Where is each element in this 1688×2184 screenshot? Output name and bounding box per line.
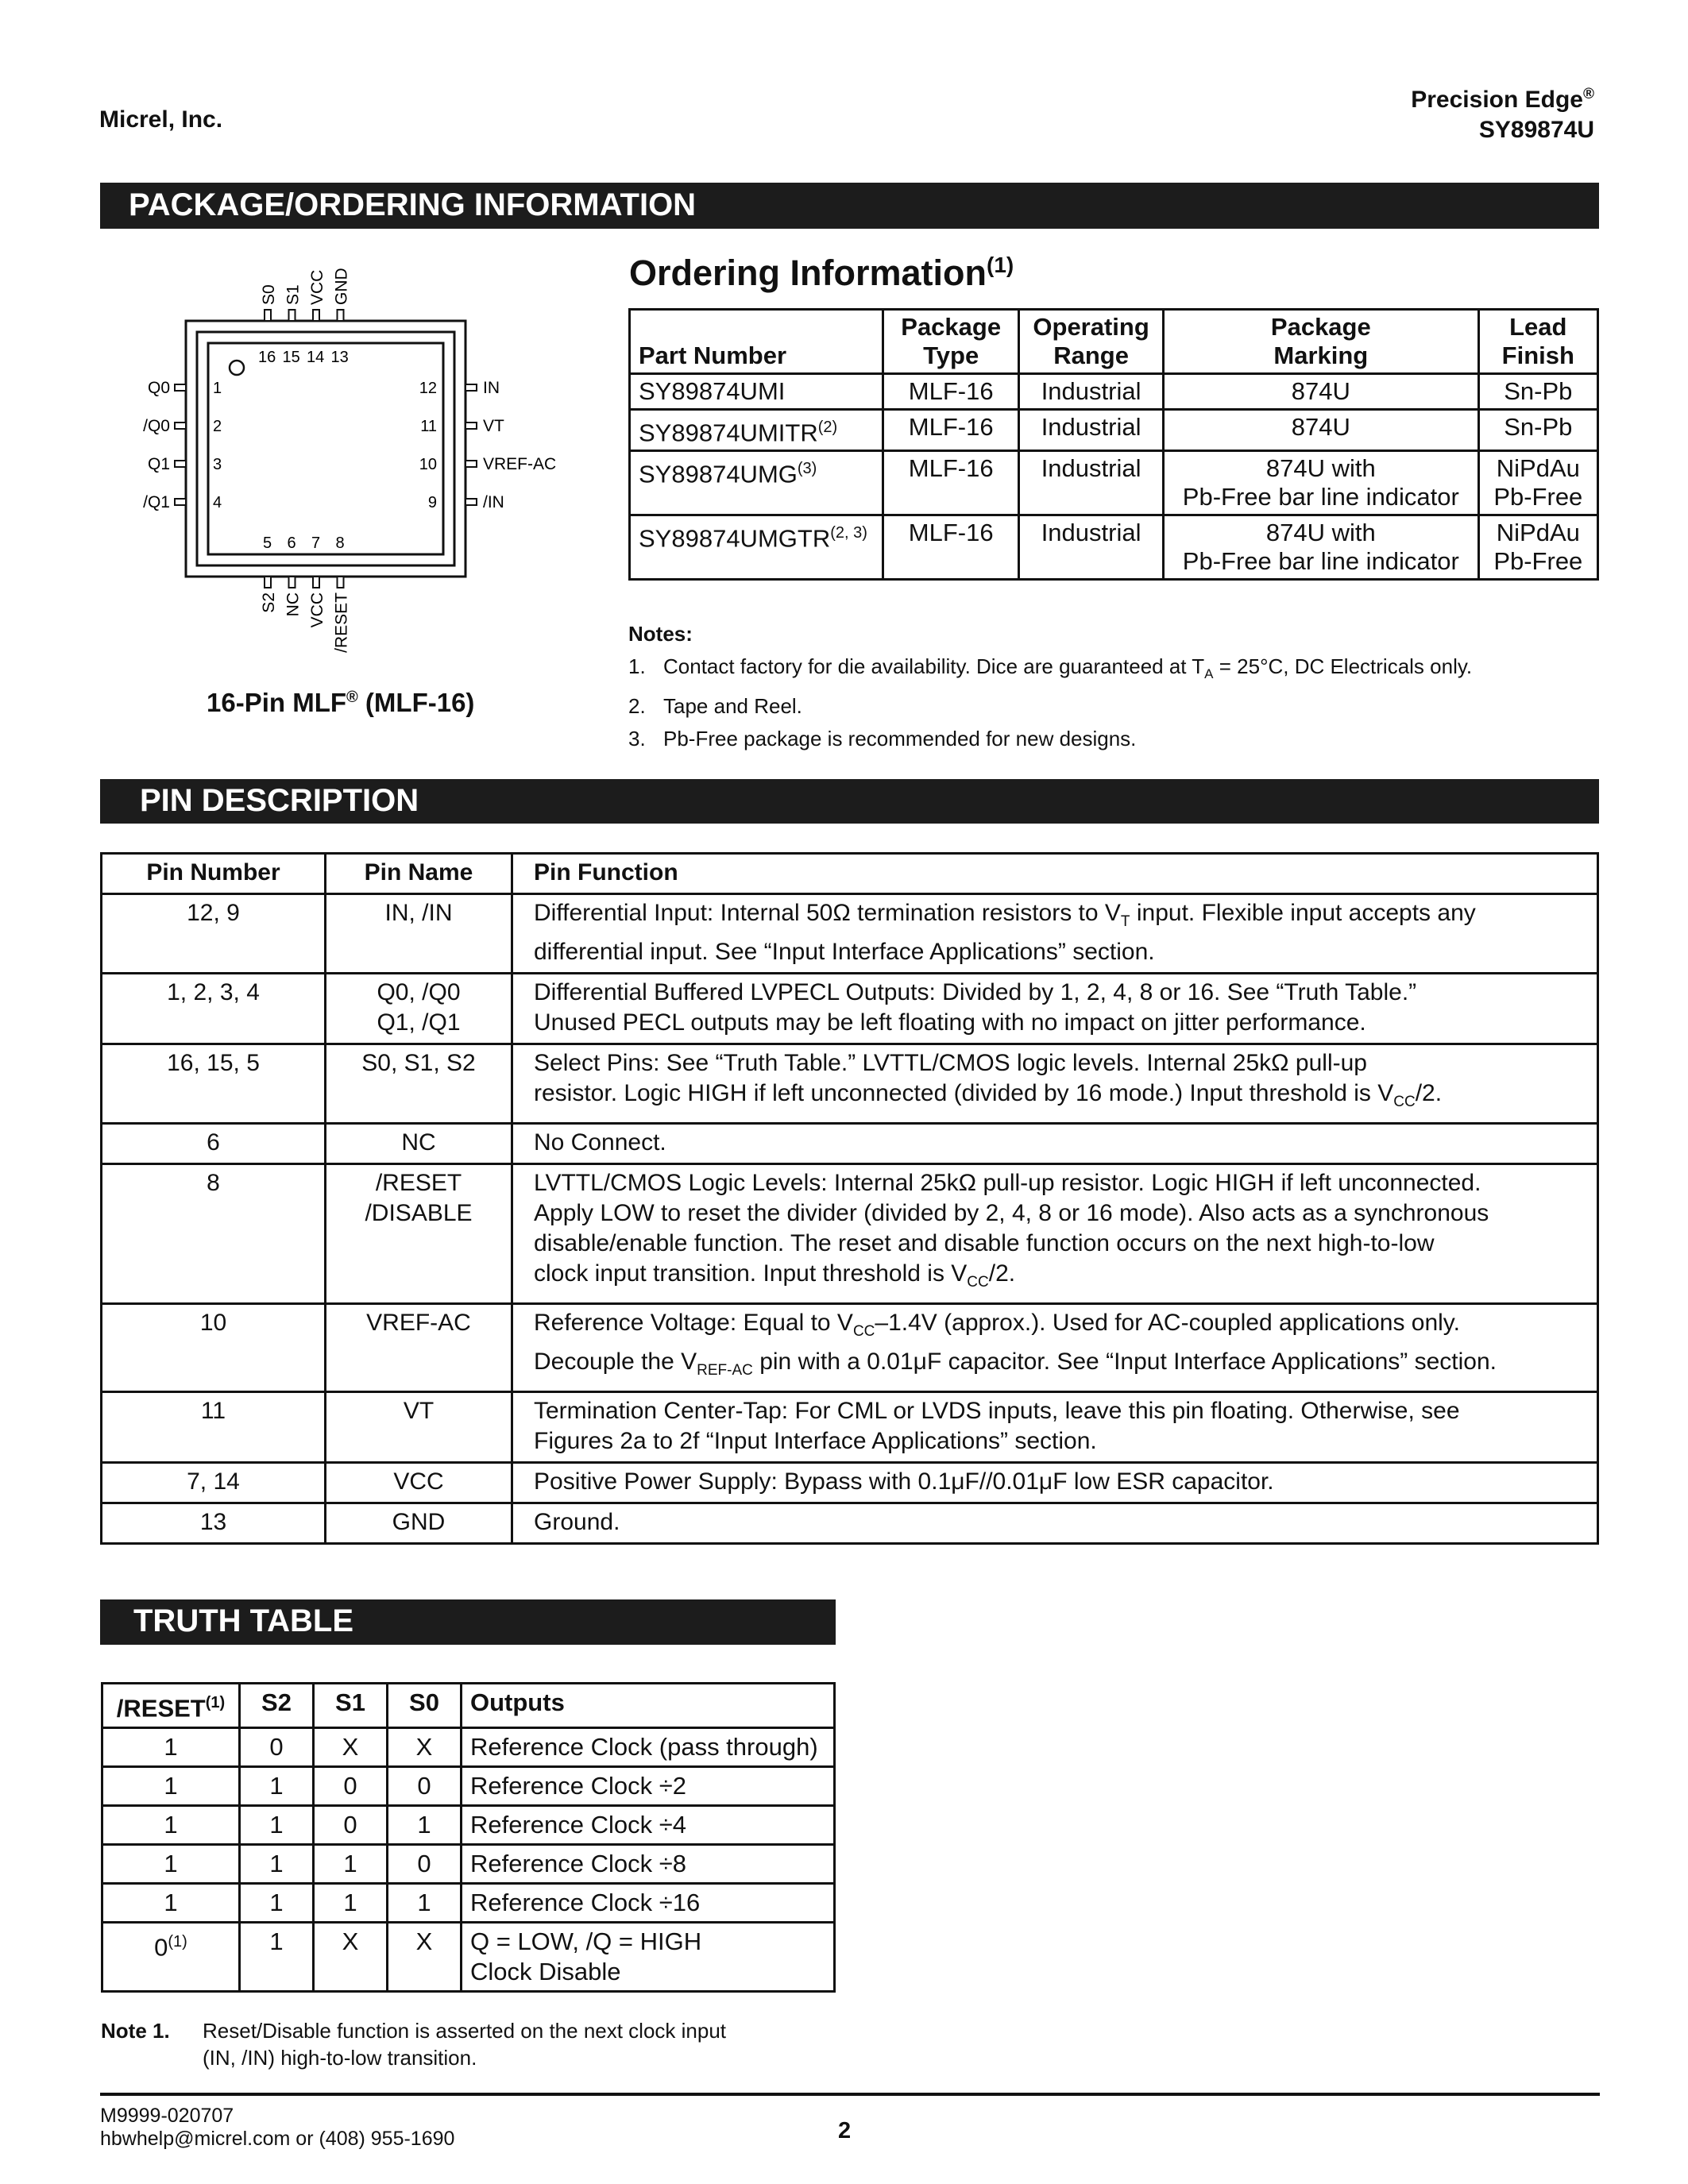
pin-name: IN, /IN bbox=[326, 894, 512, 974]
section-bar-truth: TRUTH TABLE bbox=[100, 1599, 836, 1645]
pin-name-8: /RESET bbox=[332, 592, 351, 653]
pin-name-5: S2 bbox=[260, 592, 278, 613]
pin-number: 8 bbox=[102, 1164, 326, 1304]
ordering-row bbox=[630, 374, 1598, 410]
pin-row bbox=[102, 894, 1598, 974]
operating-range: Industrial bbox=[1019, 410, 1164, 451]
pin-function: Differential Input: Internal 50Ω termination resistors to $V_T$ input. Flexible input accepts any differential input. See “Input Interface Applications” section. bbox=[512, 894, 1598, 974]
pin-lead-1 bbox=[175, 384, 186, 391]
part-number: SY89874UMI bbox=[630, 374, 883, 410]
part-number: SY89874UMGTR$^{(2, 3)}$ bbox=[630, 515, 883, 580]
footer-left bbox=[100, 2105, 454, 2151]
reg-mark: ® bbox=[1583, 86, 1594, 102]
package-type: MLF-16 bbox=[883, 410, 1019, 451]
pin-number: 10 bbox=[102, 1304, 326, 1392]
section-bar-pins: PIN DESCRIPTION bbox=[100, 779, 1599, 824]
ordering-table bbox=[628, 308, 1599, 581]
col-reset: /RESET$^{(1)}$ bbox=[102, 1684, 240, 1728]
s2-value: 1 bbox=[240, 1884, 314, 1923]
s2-value: 1 bbox=[240, 1923, 314, 1992]
pin-name-16: S0 bbox=[260, 284, 278, 305]
pin-num-4: 4 bbox=[213, 494, 222, 511]
pin-lead-13 bbox=[338, 310, 344, 321]
pin-function: Differential Buffered LVPECL Outputs: Divided by 1, 2, 4, 8 or 16. See “Truth Table.” Unused PECL outputs may be left floating with no impact on jitter performance. bbox=[512, 974, 1598, 1044]
s0-value: 1 bbox=[388, 1884, 462, 1923]
package-type: MLF-16 bbox=[883, 451, 1019, 515]
pin-num-13: 13 bbox=[330, 349, 349, 366]
ordering-row bbox=[630, 410, 1598, 451]
s2-value: 1 bbox=[240, 1845, 314, 1884]
pin-function: Termination Center-Tap: For CML or LVDS inputs, leave this pin floating. Otherwise, see Figures 2a to 2f “Input Interface Applications” section. bbox=[512, 1392, 1598, 1463]
footer-rule bbox=[100, 2093, 1600, 2096]
col-s1: S1 bbox=[314, 1684, 388, 1728]
output-value: Reference Clock ÷8 bbox=[462, 1845, 835, 1884]
pin1-indicator bbox=[230, 361, 244, 375]
pin-number: 6 bbox=[102, 1124, 326, 1164]
pin-name-4: /Q1 bbox=[143, 493, 170, 511]
pin-number: 7, 14 bbox=[102, 1463, 326, 1503]
pin-name: S0, S1, S2 bbox=[326, 1044, 512, 1124]
pin-row bbox=[102, 1463, 1598, 1503]
ordering-title bbox=[629, 253, 1014, 294]
pin-num-1: 1 bbox=[213, 380, 222, 397]
note-line-1: Reset/Disable function is asserted on the next clock input bbox=[203, 2019, 727, 2043]
ordering-notes bbox=[628, 618, 1472, 755]
pin-name-12: IN bbox=[483, 379, 500, 397]
pin-lead-6 bbox=[289, 577, 295, 588]
pin-name-3: Q1 bbox=[147, 455, 170, 473]
company-name: Micrel, Inc. bbox=[99, 106, 223, 133]
package-label-suffix: (MLF-16) bbox=[357, 688, 475, 717]
col-lead-finish: Lead Finish bbox=[1478, 310, 1597, 374]
pin-name: VCC bbox=[326, 1463, 512, 1503]
pin-description-table bbox=[100, 852, 1599, 1545]
note-item: 3. Pb-Free package is recommended for new designs. bbox=[628, 727, 1137, 751]
lead-finish: Sn-Pb bbox=[1478, 374, 1597, 410]
package-marking: 874U bbox=[1164, 410, 1479, 451]
package-marking: 874U with Pb-Free bar line indicator bbox=[1164, 451, 1479, 515]
truth-row bbox=[102, 1806, 835, 1845]
output-value: Reference Clock ÷2 bbox=[462, 1767, 835, 1806]
col-outputs: Outputs bbox=[462, 1684, 835, 1728]
ordering-title-sup: (1) bbox=[987, 253, 1014, 277]
output-value: Q = LOW, /Q = HIGH Clock Disable bbox=[462, 1923, 835, 1992]
pin-row bbox=[102, 1124, 1598, 1164]
package-marking: 874U with Pb-Free bar line indicator bbox=[1164, 515, 1479, 580]
truth-row bbox=[102, 1884, 835, 1923]
pin-name-10: VREF-AC bbox=[483, 455, 557, 473]
truth-row bbox=[102, 1728, 835, 1767]
s2-value: 0 bbox=[240, 1728, 314, 1767]
package-label-text: 16-Pin MLF bbox=[207, 688, 347, 717]
pin-lead-4 bbox=[175, 499, 186, 505]
col-part-number: Part Number bbox=[630, 310, 883, 374]
pin-lead-14 bbox=[313, 310, 319, 321]
reset-value: 1 bbox=[102, 1728, 240, 1767]
pin-row bbox=[102, 1304, 1598, 1392]
pin-name: VT bbox=[326, 1392, 512, 1463]
pin-lead-8 bbox=[338, 577, 344, 588]
part-number: SY89874UMG$^{(3)}$ bbox=[630, 451, 883, 515]
package-label-reg: ® bbox=[346, 689, 358, 706]
ordering-title-text: Ordering Information bbox=[629, 253, 987, 293]
pin-name-14: VCC bbox=[308, 269, 326, 305]
package-inner bbox=[197, 332, 454, 565]
section-bar-package: PACKAGE/ORDERING INFORMATION bbox=[100, 183, 1599, 229]
output-value: Reference Clock ÷16 bbox=[462, 1884, 835, 1923]
lead-finish: NiPdAu Pb-Free bbox=[1478, 451, 1597, 515]
note-item: 2. Tape and Reel. bbox=[628, 694, 802, 719]
reset-value: 1 bbox=[102, 1767, 240, 1806]
reset-value: 1 bbox=[102, 1806, 240, 1845]
product-line: Precision Edge bbox=[1411, 87, 1583, 113]
pin-num-3: 3 bbox=[213, 456, 222, 473]
page-number: 2 bbox=[838, 2118, 852, 2143]
pin-number: 1, 2, 3, 4 bbox=[102, 974, 326, 1044]
pin-num-12: 12 bbox=[419, 380, 437, 397]
pin-lead-2 bbox=[175, 423, 186, 429]
s0-value: X bbox=[388, 1923, 462, 1992]
truth-row bbox=[102, 1845, 835, 1884]
col-s2: S2 bbox=[240, 1684, 314, 1728]
pin-num-6: 6 bbox=[287, 534, 296, 552]
ordering-row bbox=[630, 451, 1598, 515]
operating-range: Industrial bbox=[1019, 374, 1164, 410]
pin-lead-10 bbox=[465, 461, 477, 467]
pin-num-14: 14 bbox=[307, 349, 325, 366]
pin-num-9: 9 bbox=[427, 494, 437, 511]
output-value: Reference Clock ÷4 bbox=[462, 1806, 835, 1845]
pin-num-5: 5 bbox=[263, 534, 272, 552]
pin-name-13: GND bbox=[332, 268, 351, 305]
truth-table-note bbox=[101, 2017, 726, 2071]
s1-value: X bbox=[314, 1728, 388, 1767]
s1-value: 0 bbox=[314, 1767, 388, 1806]
note-line-2: (IN, /IN) high-to-low transition. bbox=[203, 2046, 477, 2070]
mlf16-pinout-diagram bbox=[119, 254, 564, 667]
package-type: MLF-16 bbox=[883, 374, 1019, 410]
pin-lead-9 bbox=[465, 499, 477, 505]
pin-number: 16, 15, 5 bbox=[102, 1044, 326, 1124]
pin-row bbox=[102, 974, 1598, 1044]
pin-num-2: 2 bbox=[213, 418, 222, 435]
pin-num-10: 10 bbox=[419, 456, 437, 473]
s0-value: 0 bbox=[388, 1845, 462, 1884]
col-pin-name: Pin Name bbox=[326, 854, 512, 894]
pin-name-1: Q0 bbox=[147, 379, 170, 397]
pin-function: Ground. bbox=[512, 1503, 1598, 1544]
pin-name-2: /Q0 bbox=[143, 417, 170, 435]
pin-name: GND bbox=[326, 1503, 512, 1544]
pin-num-16: 16 bbox=[258, 349, 276, 366]
pin-row bbox=[102, 1164, 1598, 1304]
pin-name-7: VCC bbox=[308, 592, 326, 628]
s1-value: X bbox=[314, 1923, 388, 1992]
col-s0: S0 bbox=[388, 1684, 462, 1728]
pin-name-9: /IN bbox=[483, 493, 504, 511]
pin-row bbox=[102, 1503, 1598, 1544]
pin-lead-3 bbox=[175, 461, 186, 467]
col-package-type: Package Type bbox=[883, 310, 1019, 374]
package-type: MLF-16 bbox=[883, 515, 1019, 580]
truth-row bbox=[102, 1923, 835, 1992]
ordering-row bbox=[630, 515, 1598, 580]
pin-row bbox=[102, 1044, 1598, 1124]
pin-name-11: VT bbox=[483, 417, 504, 435]
pin-lead-16 bbox=[265, 310, 271, 321]
lead-finish: NiPdAu Pb-Free bbox=[1478, 515, 1597, 580]
pin-num-7: 7 bbox=[311, 534, 321, 552]
truth-row bbox=[102, 1767, 835, 1806]
s0-value: X bbox=[388, 1728, 462, 1767]
pin-name-6: NC bbox=[284, 592, 303, 617]
reset-value: 1 bbox=[102, 1845, 240, 1884]
s2-value: 1 bbox=[240, 1806, 314, 1845]
reset-value: 0$^{(1)}$ bbox=[102, 1923, 240, 1992]
pin-name: VREF-AC bbox=[326, 1304, 512, 1392]
s0-value: 0 bbox=[388, 1767, 462, 1806]
doc-number: M9999-020707 bbox=[100, 2105, 234, 2127]
pin-num-15: 15 bbox=[282, 349, 300, 366]
s2-value: 1 bbox=[240, 1767, 314, 1806]
pin-function: Select Pins: See “Truth Table.” LVTTL/CMOS logic levels. Internal 25kΩ pull-up resistor. Logic HIGH if left unconnected (divided by 16 mode.) Input threshold is $V_{CC}/2$. bbox=[512, 1044, 1598, 1124]
s1-value: 1 bbox=[314, 1884, 388, 1923]
pin-name: /RESET /DISABLE bbox=[326, 1164, 512, 1304]
col-pin-function: Pin Function bbox=[512, 854, 1598, 894]
note-label: Note 1. bbox=[101, 2019, 170, 2043]
pin-num-8: 8 bbox=[335, 534, 345, 552]
part-number: SY89874UMITR$^{(2)}$ bbox=[630, 410, 883, 451]
pin-lead-12 bbox=[465, 384, 477, 391]
package-label bbox=[207, 688, 474, 718]
pin-function: LVTTL/CMOS Logic Levels: Internal 25kΩ pull-up resistor. Logic HIGH if left unconnected. Apply LOW to reset the divider (divided by 2, 4, 8 or 16 mode). Also acts as a synchronous disable/enable function. The reset and disable function occurs on the next high-to-low clock input transition. Input threshold is $V_{CC}/2$. bbox=[512, 1164, 1598, 1304]
package-outline bbox=[186, 321, 465, 577]
s1-value: 1 bbox=[314, 1845, 388, 1884]
pin-row bbox=[102, 1392, 1598, 1463]
pin-number: 12, 9 bbox=[102, 894, 326, 974]
pin-number: 13 bbox=[102, 1503, 326, 1544]
note-item: 1. Contact factory for die availability. Dice are guaranteed at $T_A = 25^\circ C$, DC Electricals only. bbox=[628, 654, 1473, 682]
pin-name-15: S1 bbox=[284, 284, 303, 305]
package-marking: 874U bbox=[1164, 374, 1479, 410]
pin-lead-5 bbox=[265, 577, 271, 588]
pin-function: Reference Voltage: Equal to $V_{CC}-1.4V$ (approx.). Used for AC-coupled applications only. Decouple the $V_{REF-AC}$ pin with a 0.01μF capacitor. See “Input Interface Applications” section. bbox=[512, 1304, 1598, 1392]
pin-number: 11 bbox=[102, 1392, 326, 1463]
s1-value: 0 bbox=[314, 1806, 388, 1845]
pin-lead-7 bbox=[313, 577, 319, 588]
pin-num-11: 11 bbox=[420, 418, 437, 435]
pin-name: NC bbox=[326, 1124, 512, 1164]
truth-table bbox=[101, 1682, 836, 1993]
pin-function: Positive Power Supply: Bypass with 0.1μF//0.01μF low ESR capacitor. bbox=[512, 1463, 1598, 1503]
s0-value: 1 bbox=[388, 1806, 462, 1845]
col-operating-range: Operating Range bbox=[1019, 310, 1164, 374]
contact-info: hbwhelp@micrel.com or (408) 955-1690 bbox=[100, 2128, 455, 2150]
output-value: Reference Clock (pass through) bbox=[462, 1728, 835, 1767]
reset-value: 1 bbox=[102, 1884, 240, 1923]
operating-range: Industrial bbox=[1019, 451, 1164, 515]
pin-lead-11 bbox=[465, 423, 477, 429]
notes-title: Notes: bbox=[628, 622, 693, 646]
pin-function: No Connect. bbox=[512, 1124, 1598, 1164]
header-right bbox=[1411, 79, 1594, 145]
col-package-marking: Package Marking bbox=[1164, 310, 1479, 374]
die-outline bbox=[208, 343, 443, 554]
operating-range: Industrial bbox=[1019, 515, 1164, 580]
part-id: SY89874U bbox=[1478, 117, 1594, 143]
col-pin-number: Pin Number bbox=[102, 854, 326, 894]
lead-finish: Sn-Pb bbox=[1478, 410, 1597, 451]
pin-name: Q0, /Q0 Q1, /Q1 bbox=[326, 974, 512, 1044]
pin-lead-15 bbox=[289, 310, 295, 321]
